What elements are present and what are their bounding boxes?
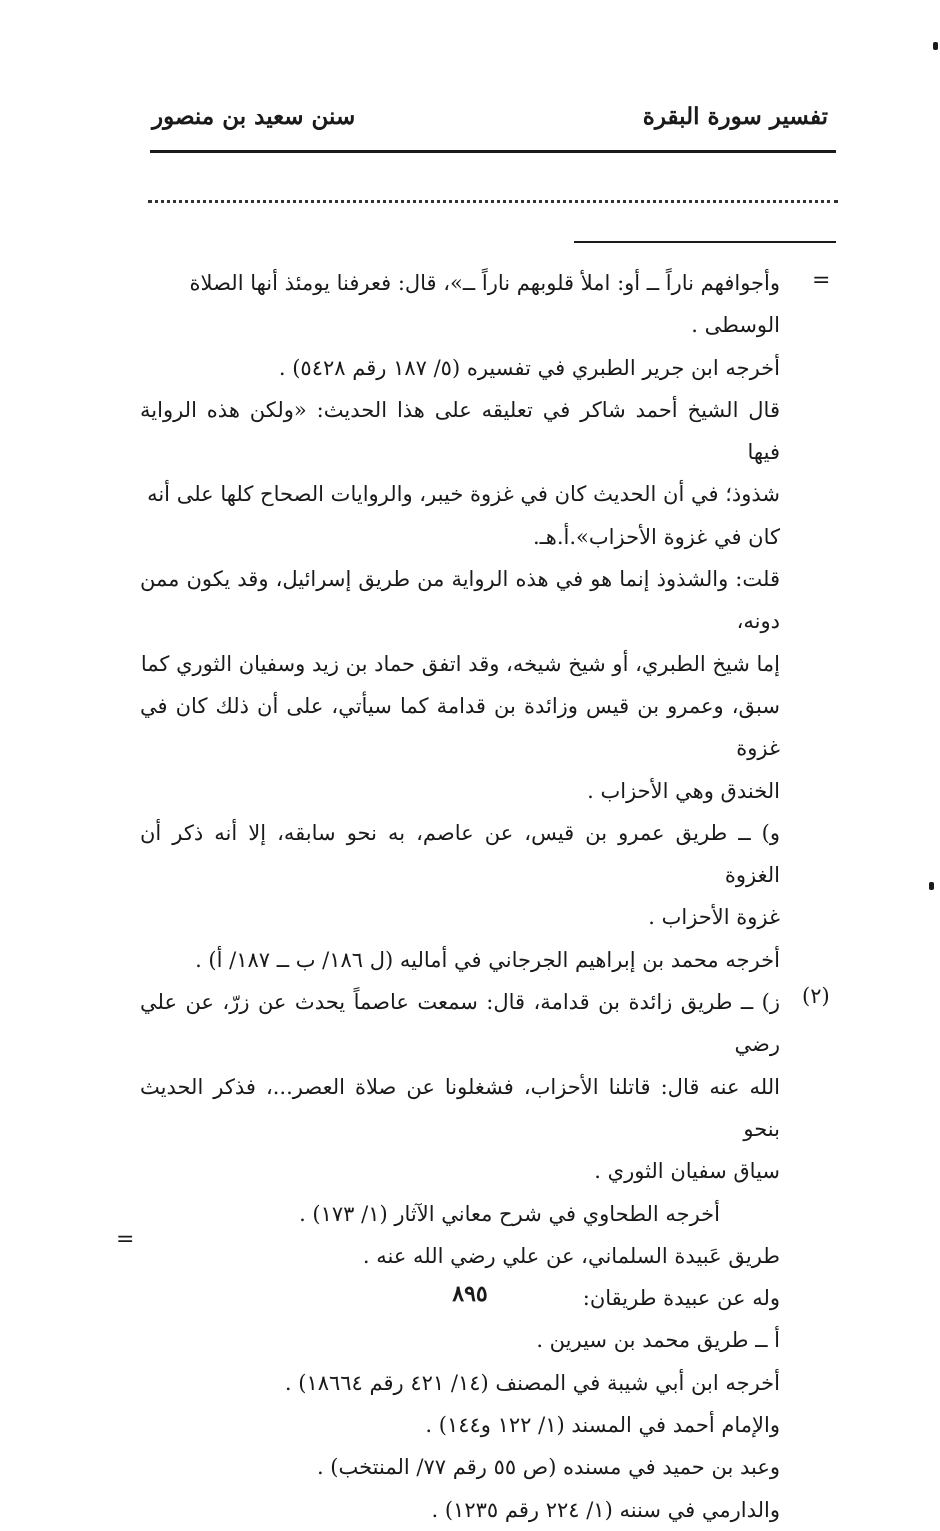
continuation-mark-bottom: = xyxy=(116,1227,135,1252)
footnote-rule xyxy=(574,241,836,243)
text-line: سياق سفيان الثوري . xyxy=(594,1159,780,1184)
text-line: كان في غزوة الأحزاب».أ.هـ. xyxy=(532,524,780,549)
text-line: إما شيخ الطبري، أو شيخ شيخه، وقد اتفق حماد بن زيد وسفيان الثوري كما xyxy=(140,651,780,676)
text-line: والإمام أحمد في المسند (١/ ١٢٢ و١٤٤) . xyxy=(425,1413,780,1438)
text-line: الوسطى . xyxy=(691,313,780,338)
text-line: أخرجه ابن جرير الطبري في تفسيره (٥/ ١٨٧ رقم ٥٤٢٨) . xyxy=(278,355,780,380)
text-line: وأجوافهم ناراً ــ أو: املأ قلوبهم ناراً ــ»، قال: فعرفنا يومئذ أنها الصلاة xyxy=(189,271,780,295)
text-line: غزوة الأحزاب . xyxy=(648,905,780,930)
text-line: طريق عَبيدة السلماني، عن علي رضي الله عنه . xyxy=(362,1243,780,1268)
text-line: والدارمي في سننه (١/ ٢٢٤ رقم ١٢٣٥) . xyxy=(431,1497,780,1522)
footnote-body xyxy=(140,262,780,1531)
continuation-mark-top: = xyxy=(812,268,831,293)
text-line: و) ــ طريق عمرو بن قيس، عن عاصم، به نحو سابقه، إلا أنه ذكر أن الغزوة xyxy=(140,820,780,888)
text-line: ز) ــ طريق زائدة بن قدامة، قال: سمعت عاصماً يحدث عن زرّ، عن علي رضي xyxy=(140,990,780,1057)
text-line: وعبد بن حميد في مسنده (ص ٥٥ رقم ٧٧/ المنتخب) . xyxy=(316,1455,780,1480)
running-header-book: سنن سعيد بن منصور xyxy=(152,103,356,130)
text-line: أخرجه الطحاوي في شرح معاني الآثار (١/ ١٧٣) . xyxy=(299,1201,720,1226)
header-rule xyxy=(150,150,836,153)
text-line: قلت: والشذوذ إنما هو في هذه الرواية من طريق إسرائيل، وقد يكون ممن دونه، xyxy=(140,567,780,634)
text-line: قال الشيخ أحمد شاكر في تعليقه على هذا الحديث: «ولكن هذه الرواية فيها xyxy=(140,397,780,465)
text-line: سبق، وعمرو بن قيس وزائدة بن قدامة كما سيأتي، على أن ذلك كان في غزوة xyxy=(140,693,780,761)
text-line: أ ــ طريق محمد بن سيرين . xyxy=(536,1328,780,1353)
footnote-number: (٢) xyxy=(802,984,830,1008)
text-line: أخرجه ابن أبي شيبة في المصنف (١٤/ ٤٢١ رقم ١٨٦٦٤) . xyxy=(284,1370,780,1395)
text-line: وله عن عبيدة طريقان: xyxy=(582,1286,780,1311)
page-number: ٨٩٥ xyxy=(452,1281,488,1307)
scan-speck xyxy=(929,882,934,890)
running-header-surah: تفسير سورة البقرة xyxy=(642,103,828,130)
text-line: شذوذ؛ في أن الحديث كان في غزوة خيبر، والروايات الصحاح كلها على أنه xyxy=(147,482,780,507)
text-line: الخندق وهي الأحزاب . xyxy=(587,778,780,803)
text-line: أخرجه محمد بن إبراهيم الجرجاني في أماليه (ل ١٨٦/ ب ــ ١٨٧/ أ) . xyxy=(195,947,780,972)
dotted-separator xyxy=(148,200,838,203)
scan-speck xyxy=(933,42,938,50)
text-line: الله عنه قال: قاتلنا الأحزاب، فشغلونا عن صلاة العصر...، فذكر الحديث بنحو xyxy=(140,1074,780,1141)
